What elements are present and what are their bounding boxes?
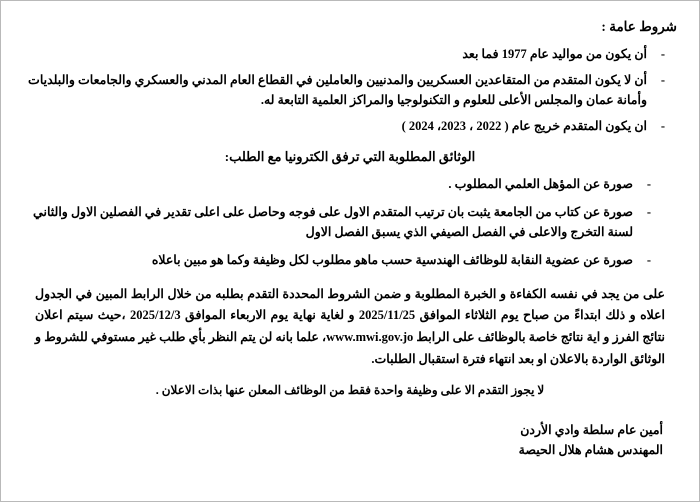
single-application-note: لا يجوز التقدم الا على وظيفة واحدة فقط من الوظائف المعلن عنها بذات الاعلان . (155, 383, 545, 397)
list-item (23, 250, 677, 270)
bullet-dash-icon: - (660, 73, 665, 88)
documents-heading: الوثائق المطلوبة التي ترفق الكترونيا مع الطلب: (224, 148, 476, 164)
list-item (23, 45, 677, 64)
documents-list (23, 174, 677, 270)
list-item (23, 202, 677, 242)
signature-title: أمين عام سلطة وادي الأردن (520, 423, 663, 437)
document-text: صورة عن عضوية النقابة للوظائف الهندسية حسب ماهو مطلوب لكل وظيفة وكما هو مبين باعلاه (151, 252, 633, 267)
document-body (1, 1, 699, 470)
application-paragraph-block (23, 284, 677, 372)
signature-block (23, 420, 677, 460)
condition-text: أن لا يكون المتقدم من المتقاعدين العسكريين والمدنيين والعاملين في القطاع العام المدني والعسكري والجامعات والبلديات وأمانة عمان والمجلس الأعلى للعلوم و التكنولوجيا والمراكز العلمية التابعة له. (28, 73, 647, 107)
application-paragraph: على من يجد في نفسه الكفاءة و الخبرة المطلوبة و ضمن الشروط المحددة التقدم بطلبه من خلال الرابط المبين في الجدول اعلاه و ذلك ابتداءً من صباح يوم الثلاثاء الموافق 2025/11/25 و لغاية نهاية يوم الاربعاء الموافق 2025/12/3 ،حيث سيتم اعلان نتائج الفرز و اية نتائج خاصة بالوظائف على الرابط www.mwi.gov.jo، علما بانه لن يتم النظر بأي طلب غير مستوفي للشروط و الوثائق الواردة بالاعلان او بعد انتهاء فترة استقبال الطلبات. (35, 286, 666, 367)
condition-text: ان يكون المتقدم خريج عام ( 2022 ، 2023، 2024 ) (401, 119, 647, 134)
conditions-list (23, 45, 677, 137)
signature-name: المهندس هشام هلال الحيصة (518, 443, 663, 457)
list-item (23, 117, 677, 136)
list-item (23, 71, 677, 110)
list-item (23, 174, 677, 194)
bullet-dash-icon: - (646, 204, 651, 219)
condition-text: أن يكون من مواليد عام 1977 فما بعد (462, 47, 647, 61)
document-text: صورة عن كتاب من الجامعة يثبت بان ترتيب المتقدم الاول على فوجه وحاصل على اعلى تقدير في الفصلين الاول والثاني لسنة التخرج والاعلى في الفصل الصيفي الذي يسبق الفصل الاول (33, 204, 633, 239)
bullet-dash-icon: - (660, 47, 665, 61)
bullet-dash-icon: - (646, 176, 651, 191)
document-text: صورة عن المؤهل العلمي المطلوب . (448, 176, 633, 191)
bullet-dash-icon: - (660, 119, 665, 134)
conditions-title: شروط عامة : (601, 19, 677, 34)
bullet-dash-icon: - (646, 252, 651, 267)
